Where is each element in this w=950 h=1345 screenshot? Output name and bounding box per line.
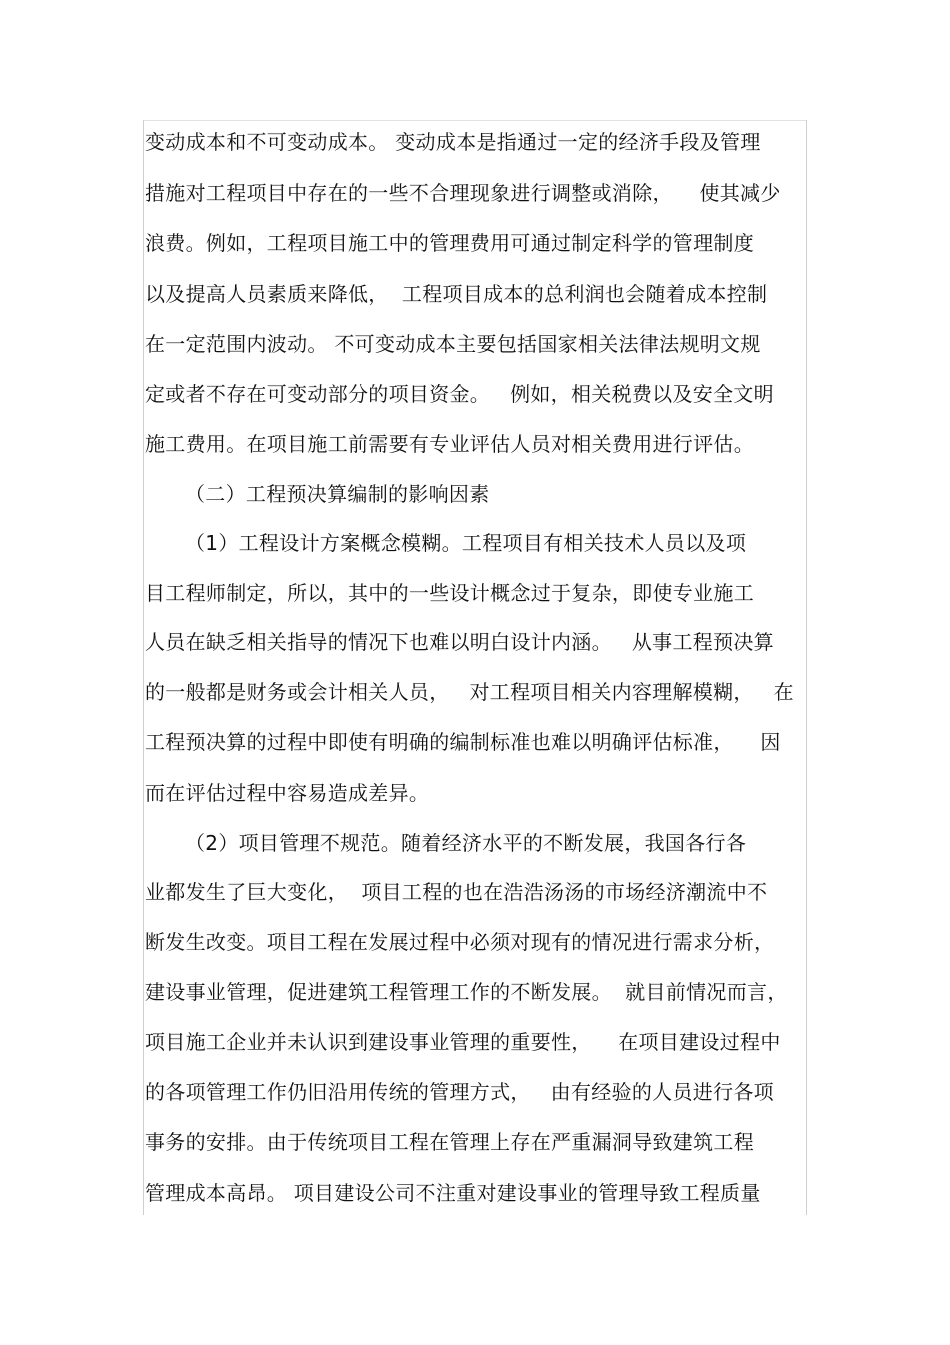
text-line: 浪费。例如，工程项目施工中的管理费用可通过制定科学的管理制度 [145,231,754,255]
text-line: 在一定范围内波动。 不可变动成本主要包括国家相关法律法规明文规 [145,332,761,356]
text-line: 业都发生了巨大变化， 项目工程的也在浩浩汤汤的市场经济潮流中不 [145,880,768,904]
paragraph-first-line: （2）项目管理不规范。随着经济水平的不断发展，我国各行各 [185,831,747,855]
text-line: 而在评估过程中容易造成差异。 [145,781,430,805]
text-line: 的各项管理工作仍旧沿用传统的管理方式， 由有经验的人员进行各项 [145,1080,774,1104]
text-line: 工程预决算的过程中即使有明确的编制标准也难以明确评估标准， 因 [145,730,781,754]
text-line: 变动成本和不可变动成本。 变动成本是指通过一定的经济手段及管理 [145,130,761,154]
text-line: 断发生改变。项目工程在发展过程中必须对现有的情况进行需求分析， [145,930,775,954]
text-line: 施工费用。在项目施工前需要有专业评估人员对相关费用进行评估。 [145,432,754,456]
paragraph-first-line: （1）工程设计方案概念模糊。工程项目有相关技术人员以及项 [185,531,747,555]
text-line: 措施对工程项目中存在的一些不合理现象进行调整或消除， 使其减少 [145,181,781,205]
text-line: 事务的安排。由于传统项目工程在管理上存在严重漏洞导致建筑工程 [145,1130,754,1154]
text-line: 以及提高人员素质来降低， 工程项目成本的总利润也会随着成本控制 [145,282,768,306]
text-line: 人员在缺乏相关指导的情况下也难以明白设计内涵。 从事工程预决算 [145,630,774,654]
text-line: 项目施工企业并未认识到建设事业管理的重要性， 在项目建设过程中 [145,1030,781,1054]
text-line: 定或者不存在可变动部分的项目资金。 例如，相关税费以及安全文明 [145,382,774,406]
text-line: 目工程师制定，所以，其中的一些设计概念过于复杂，即使专业施工 [145,581,754,605]
text-line: 的一般都是财务或会计相关人员， 对工程项目相关内容理解模糊， 在 [145,680,794,704]
text-line: 管理成本高昂。 项目建设公司不注重对建设事业的管理导致工程质量 [145,1181,761,1205]
text-line: 建设事业管理，促进建筑工程管理工作的不断发展。 就目前情况而言， [145,980,788,1004]
section-heading: （二）工程预决算编制的影响因素 [185,482,490,506]
